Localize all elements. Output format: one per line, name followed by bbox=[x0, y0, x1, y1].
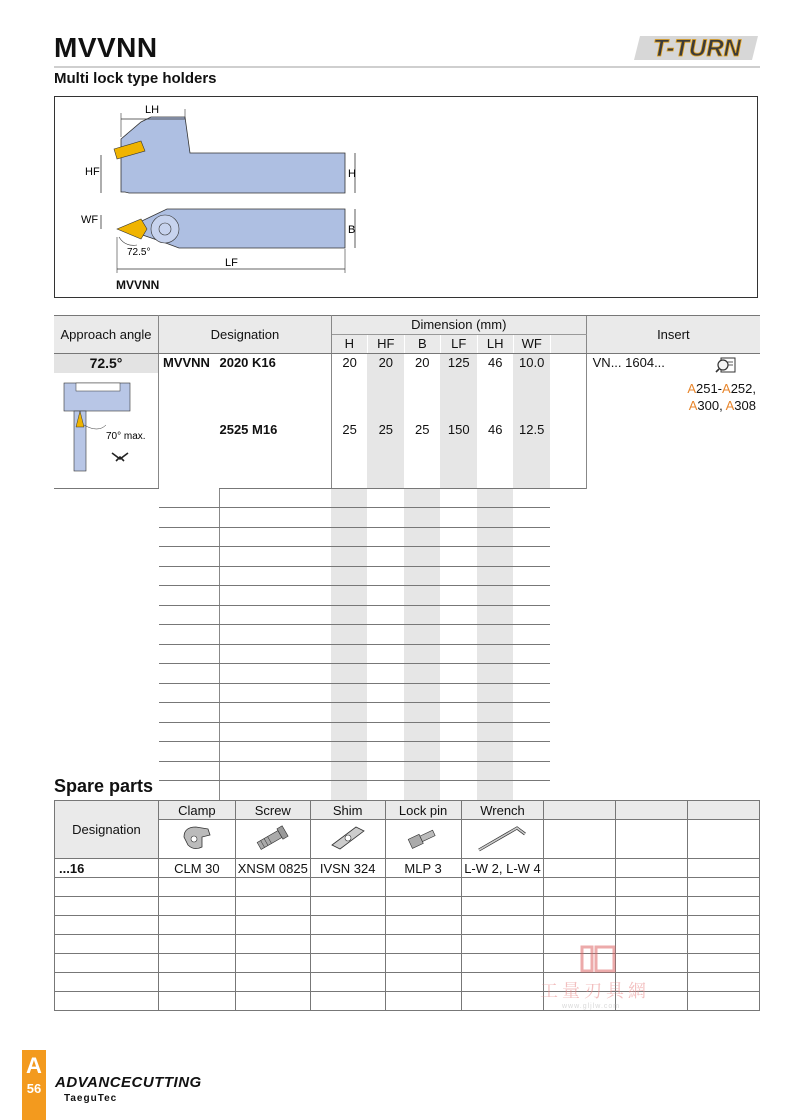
lock-pin-icon bbox=[385, 820, 461, 859]
insert-code: VN... 1604... bbox=[592, 355, 665, 370]
magnifier-book-icon[interactable] bbox=[715, 356, 737, 374]
svg-text:72.5°: 72.5° bbox=[127, 247, 151, 258]
table-row-empty bbox=[54, 605, 760, 625]
watermark-url: www.gljlw.com bbox=[562, 1003, 621, 1010]
spare-header-wrench: Wrench bbox=[461, 801, 544, 820]
watermark-logo-icon bbox=[580, 945, 620, 973]
dim-lf: 125 bbox=[440, 354, 477, 373]
screw-icon bbox=[235, 820, 310, 859]
shim-icon bbox=[310, 820, 385, 859]
title-divider bbox=[54, 66, 760, 68]
header-dim-wf: WF bbox=[513, 335, 550, 354]
header-approach-angle: Approach angle bbox=[54, 316, 159, 354]
spare-lock-pin: MLP 3 bbox=[385, 859, 461, 878]
spare-wrench: L-W 2, L-W 4 bbox=[461, 859, 544, 878]
svg-text:LH: LH bbox=[145, 104, 160, 116]
page-title: MVVNN bbox=[54, 32, 158, 63]
header-dim-b: B bbox=[404, 335, 440, 354]
brand-subtitle: TaeguTec bbox=[64, 1093, 118, 1104]
table-row-empty bbox=[54, 703, 760, 723]
spare-row-empty bbox=[55, 897, 760, 916]
header-dimension: Dimension (mm) bbox=[331, 316, 586, 335]
spare-row-empty bbox=[55, 954, 760, 973]
svg-text:H: H bbox=[348, 168, 356, 180]
spare-header-clamp: Clamp bbox=[158, 801, 235, 820]
brand-logo: ADVANCECUTTING bbox=[55, 1074, 202, 1091]
dim-h: 20 bbox=[342, 355, 357, 371]
spare-screw: XNSM 0825 bbox=[235, 859, 310, 878]
spare-icon-row bbox=[55, 820, 760, 859]
drawing-caption: MVVNN bbox=[116, 278, 160, 292]
header-dim-hf: HF bbox=[367, 335, 404, 354]
header-dim-blank bbox=[550, 335, 586, 354]
designation-code: 2525 M16 bbox=[219, 373, 331, 489]
table-row-empty bbox=[54, 722, 760, 742]
holder-drawing bbox=[55, 97, 759, 299]
clamp-icon bbox=[158, 820, 235, 859]
dim-hf: 25 bbox=[367, 373, 404, 489]
designation-prefix: MVVNN bbox=[163, 355, 210, 371]
spare-row-empty bbox=[55, 916, 760, 935]
header-designation: Designation bbox=[159, 316, 332, 354]
dim-hf: 20 bbox=[367, 354, 404, 373]
dim-lf: 150 bbox=[440, 373, 477, 489]
spare-clamp: CLM 30 bbox=[158, 859, 235, 878]
section-tab bbox=[22, 1050, 46, 1120]
spare-row-empty bbox=[55, 935, 760, 954]
page-subtitle: Multi lock type holders bbox=[54, 70, 217, 87]
table-row-empty bbox=[54, 527, 760, 547]
table-row-empty bbox=[54, 586, 760, 606]
svg-text:B: B bbox=[348, 224, 356, 236]
dim-b: 25 bbox=[404, 373, 440, 489]
spare-header-lock-pin: Lock pin bbox=[385, 801, 461, 820]
spare-header-row bbox=[55, 801, 760, 820]
section-letter: A bbox=[26, 1053, 42, 1078]
holder-spec-table bbox=[54, 315, 760, 840]
table-row-empty bbox=[54, 625, 760, 645]
svg-text:WF: WF bbox=[81, 214, 99, 226]
approach-angle-sketch bbox=[54, 373, 158, 483]
table-row-empty bbox=[54, 508, 760, 528]
spare-parts-table bbox=[54, 800, 760, 1011]
spare-header-designation: Designation bbox=[55, 801, 159, 859]
table-row-empty bbox=[54, 488, 760, 508]
dim-b: 20 bbox=[415, 355, 430, 371]
header-dim-lf: LF bbox=[440, 335, 477, 354]
spare-parts-title: Spare parts bbox=[54, 776, 154, 796]
header-insert: Insert bbox=[586, 316, 760, 354]
spare-row-empty bbox=[55, 992, 760, 1011]
header-dim-lh: LH bbox=[477, 335, 513, 354]
spare-designation: ...16 bbox=[55, 859, 159, 878]
table-row-empty bbox=[54, 781, 760, 801]
header-dim-h: H bbox=[331, 335, 367, 354]
spare-row-empty bbox=[55, 973, 760, 992]
spare-shim: IVSN 324 bbox=[310, 859, 385, 878]
table-row-empty bbox=[54, 742, 760, 762]
insert-page-refs[interactable]: A251-A252, A300, A308 bbox=[687, 381, 756, 413]
dim-lh: 46 bbox=[487, 355, 503, 371]
svg-text:HF: HF bbox=[85, 166, 100, 178]
svg-text:LF: LF bbox=[225, 257, 238, 269]
spare-header-screw: Screw bbox=[235, 801, 310, 820]
dim-h: 25 bbox=[331, 373, 367, 489]
table-row-empty bbox=[54, 761, 760, 781]
table-row-empty bbox=[54, 664, 760, 684]
dim-blank bbox=[550, 354, 586, 373]
table-row-empty bbox=[54, 644, 760, 664]
table-row-empty bbox=[54, 547, 760, 567]
spare-row bbox=[55, 859, 760, 878]
t-turn-logo bbox=[634, 30, 760, 64]
svg-text:T-TURN: T-TURN bbox=[653, 35, 741, 62]
svg-text:70° max.: 70° max. bbox=[106, 430, 146, 442]
table-row bbox=[54, 354, 760, 373]
approach-angle-value: 72.5° bbox=[54, 354, 159, 373]
spare-row-empty bbox=[55, 878, 760, 897]
designation-code: 2020 K16 bbox=[219, 354, 331, 373]
watermark-text: 工量刃具網 bbox=[540, 981, 650, 1001]
wrench-icon bbox=[461, 820, 544, 859]
dim-wf: 10.0 bbox=[513, 354, 550, 373]
dim-wf: 12.5 bbox=[513, 373, 550, 489]
table-row-empty bbox=[54, 566, 760, 586]
dim-lh: 46 bbox=[477, 373, 513, 489]
spare-header-shim: Shim bbox=[310, 801, 385, 820]
holder-drawing-panel bbox=[54, 96, 758, 298]
insert-cell bbox=[586, 354, 760, 489]
table-row-empty bbox=[54, 683, 760, 703]
approach-angle-sketch-cell bbox=[54, 373, 159, 489]
page-number: 56 bbox=[26, 1081, 42, 1096]
table-header-row bbox=[54, 316, 760, 335]
